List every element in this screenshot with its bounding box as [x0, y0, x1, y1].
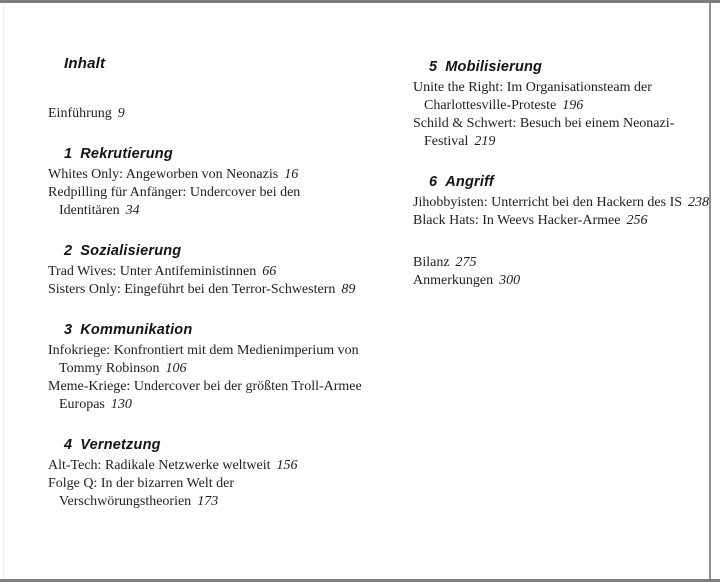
entry-line: Whites Only: Angeworben von Neonazis 16	[48, 167, 299, 182]
section-title: Angriff	[445, 174, 494, 190]
section-title: Vernetzung	[80, 437, 161, 453]
page-number: 130	[110, 397, 132, 412]
section-number: 3	[64, 322, 73, 338]
page-number: 89	[341, 282, 356, 297]
page-number: 9	[117, 106, 125, 121]
page-number: 219	[474, 134, 496, 149]
toc-section	[413, 58, 713, 151]
section-number: 1	[64, 146, 73, 162]
entry-line: Bilanz 275	[413, 255, 477, 270]
toc-entry	[413, 212, 713, 230]
entry-line: Verschwörungstheorien 173	[59, 494, 219, 509]
toc-entry	[48, 281, 383, 299]
entry-line: Tommy Robinson 106	[59, 361, 187, 376]
toc-entry	[413, 194, 713, 212]
section-number: 2	[64, 243, 73, 259]
toc-section	[48, 145, 383, 220]
toc-section	[48, 436, 383, 511]
entry-line: Black Hats: In Weevs Hacker-Armee 256	[413, 213, 648, 228]
toc-entry	[48, 378, 383, 414]
toc-entry	[413, 272, 713, 290]
toc-entry	[413, 79, 713, 115]
page-number: 238	[688, 195, 710, 210]
entry-line: Folge Q: In der bizarren Welt der	[48, 476, 234, 491]
entry-line: Meme-Kriege: Undercover bei der größten Troll-Armee	[48, 379, 362, 394]
entry-line: Unite the Right: Im Organisationsteam der	[413, 80, 652, 95]
toc-group-backmatter	[413, 254, 713, 290]
entry-line: Identitären 34	[59, 203, 140, 218]
section-title: Sozialisierung	[80, 243, 182, 259]
toc-entry	[48, 263, 383, 281]
page-number: 173	[197, 494, 219, 509]
toc-left-column	[48, 55, 383, 511]
toc-entry	[48, 457, 383, 475]
toc-entry	[48, 475, 383, 511]
toc-right-column	[413, 58, 713, 290]
entry-line: Charlottesville-Proteste 196	[424, 98, 584, 113]
page-number: 156	[276, 458, 298, 473]
entry-line: Festival 219	[424, 134, 496, 149]
section-heading	[64, 242, 383, 260]
entry-line: Anmerkungen 300	[413, 273, 521, 288]
section-number: 4	[64, 437, 73, 453]
toc-section	[48, 321, 383, 414]
section-heading	[429, 58, 713, 76]
section-title: Rekrutierung	[80, 146, 173, 162]
section-heading	[64, 436, 383, 454]
scan-left-edge	[3, 3, 4, 579]
entry-line: Jihobbyisten: Unterricht bei den Hackern des IS 238	[413, 195, 710, 210]
section-heading	[64, 145, 383, 163]
page-number: 300	[499, 273, 521, 288]
entry-line: Infokriege: Konfrontiert mit dem Medienimperium von	[48, 343, 359, 358]
entry-line: Trad Wives: Unter Antifeministinnen 66	[48, 264, 277, 279]
page-number: 275	[455, 255, 477, 270]
entry-line: Alt-Tech: Radikale Netzwerke weltweit 156	[48, 458, 298, 473]
page-number: 16	[284, 167, 299, 182]
section-heading	[429, 173, 713, 191]
section-title: Kommunikation	[80, 322, 193, 338]
page-number: 256	[626, 213, 648, 228]
toc-title: Inhalt	[64, 55, 106, 72]
toc-section	[413, 173, 713, 230]
toc-entry	[48, 166, 383, 184]
section-number: 6	[429, 174, 438, 190]
page-number: 34	[125, 203, 140, 218]
section-title: Mobilisierung	[445, 59, 543, 75]
entry-line: Redpilling für Anfänger: Undercover bei den	[48, 185, 301, 200]
toc-section	[48, 242, 383, 299]
toc-group-intro	[48, 105, 383, 123]
entry-line: Sisters Only: Eingeführt bei den Terror-Schwestern 89	[48, 282, 356, 297]
scan-top-edge	[0, 0, 720, 3]
section-number: 5	[429, 59, 438, 75]
toc-entry	[48, 105, 383, 123]
page-number: 106	[165, 361, 187, 376]
entry-line: Europas 130	[59, 397, 132, 412]
section-heading	[64, 321, 383, 339]
toc-entry	[413, 115, 713, 151]
toc-entry	[413, 254, 713, 272]
toc-entry	[48, 184, 383, 220]
entry-line: Einführung 9	[48, 106, 125, 121]
page-number: 66	[262, 264, 277, 279]
page-number: 196	[562, 98, 584, 113]
toc-entry	[48, 342, 383, 378]
entry-line: Schild & Schwert: Besuch bei einem Neonazi-	[413, 116, 675, 131]
